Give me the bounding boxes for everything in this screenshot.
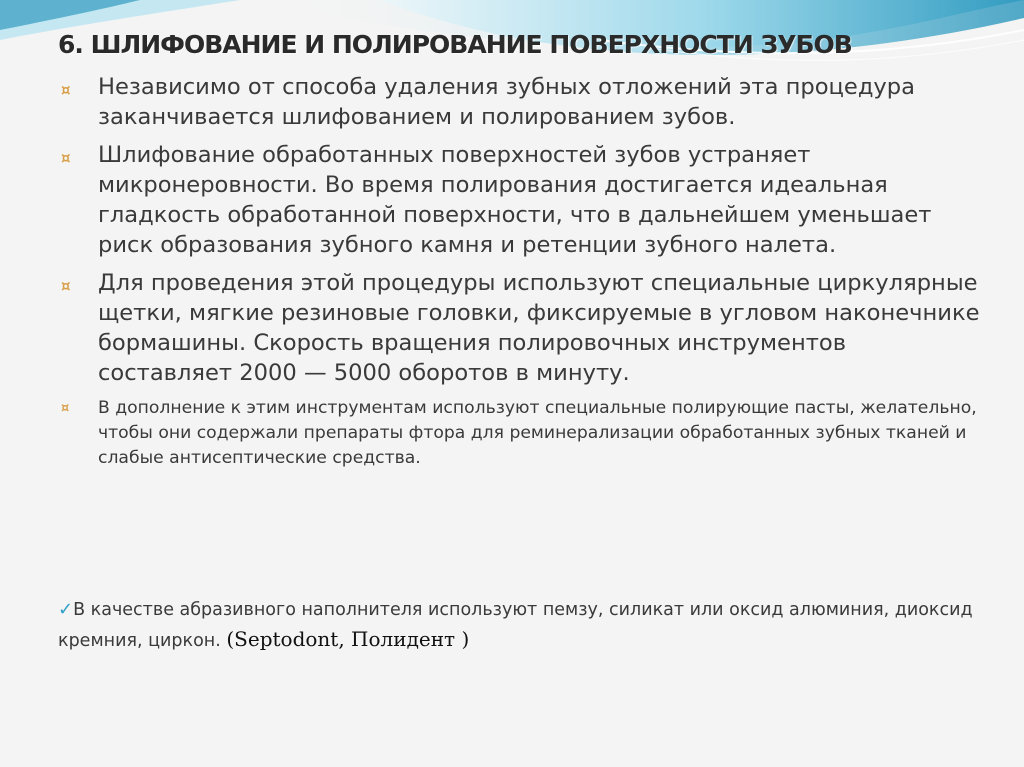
bullet-text: В дополнение к этим инструментам используют специальные полирующие пасты, желательно, чтобы они содержали препараты фтора для реминерализации обработанных зубных тканей и слабые антисептические средства. bbox=[98, 398, 977, 468]
bullet-marker-icon: ¤ bbox=[61, 277, 71, 295]
list-item bbox=[60, 140, 980, 260]
bullet-marker-icon: ¤ bbox=[61, 149, 71, 167]
slide-title: 6. ШЛИФОВАНИЕ И ПОЛИРОВАНИЕ ПОВЕРХНОСТИ ЗУБОВ bbox=[58, 30, 852, 59]
bullet-text: Независимо от способа удаления зубных отложений эта процедура заканчивается шлифованием и полированием зубов. bbox=[98, 74, 915, 130]
list-item bbox=[60, 396, 980, 471]
checkmark-icon: ✓ bbox=[58, 599, 74, 620]
bullet-marker-icon: ¤ bbox=[61, 401, 70, 416]
bullet-text: Для проведения этой процедуры используют специальные циркулярные щетки, мягкие резиновые головки, фиксируемые в угловом наконечнике бормашины. Скорость вращения полировочных инструментов составляет 2000 — 5000 оборотов в минуту. bbox=[98, 270, 980, 386]
list-item bbox=[60, 72, 980, 132]
bullet-list bbox=[60, 72, 980, 471]
note-references: (Septodont, Полидент ) bbox=[226, 627, 470, 651]
list-item bbox=[60, 268, 980, 388]
bullet-marker-icon: ¤ bbox=[61, 81, 71, 99]
note-text: В качестве абразивного наполнителя используют пемзу, силикат или оксид алюминия, диоксид кремния, циркон. bbox=[58, 600, 973, 651]
abrasive-note bbox=[58, 595, 978, 656]
bullet-text: Шлифование обработанных поверхностей зубов устраняет микронеровности. Во время полирования достигается идеальная гладкость обработанной поверхности, что в дальнейшем уменьшает риск образования зубного камня и ретенции зубного налета. bbox=[98, 142, 932, 258]
